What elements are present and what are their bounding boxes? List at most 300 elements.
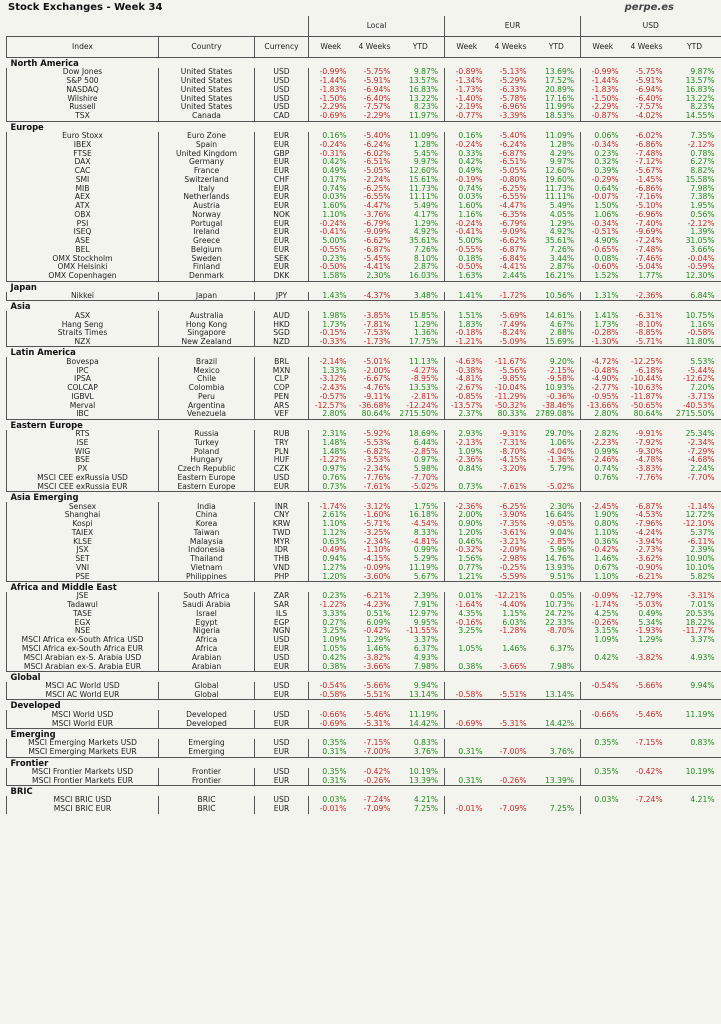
cell-usd-ytd: 10.75% (685, 310, 715, 320)
cell-local-ytd: 6.37% (413, 644, 439, 654)
cell-local-week: 0.03% (309, 796, 353, 805)
cell-index-name: PSI (7, 219, 159, 228)
cell-local-ytd: -2.81% (411, 391, 439, 401)
cell-eur-ytd: 13.93% (545, 562, 575, 572)
cell-eur-ytd: 9.51% (549, 571, 575, 581)
cell-local-week: 0.27% (309, 618, 353, 627)
cell-local-ytd: 11.19% (409, 709, 439, 719)
cell-index-name: OMX Copenhagen (7, 272, 159, 281)
cell-country: Portugal (159, 219, 255, 228)
cell-eur-4weeks (489, 653, 533, 662)
cell-eur-week: 1.21% (445, 572, 489, 581)
cell-index-name: BSE (7, 456, 159, 465)
cell-local-week: 0.73% (309, 482, 353, 491)
cell-country: Eastern Europe (159, 474, 255, 483)
cell-usd-4weeks: -6.86% (635, 183, 663, 193)
cell-eur-4weeks: -8.24% (499, 328, 527, 338)
cell-usd-ytd: 9.87% (690, 67, 715, 77)
cell-local-ytd: 16.03% (409, 271, 439, 281)
cell-currency: EUR (255, 662, 309, 671)
cell-usd-ytd: 0.56% (690, 209, 715, 219)
cell-country: Africa (159, 645, 255, 654)
cell-usd-ytd: 14.55% (685, 111, 715, 121)
table-row (7, 86, 721, 95)
cell-country: United States (159, 68, 255, 77)
cell-eur-ytd: 4.29% (549, 148, 575, 158)
cell-country: Peru (159, 393, 255, 402)
cell-eur-4weeks: -11.29% (494, 391, 527, 401)
cell-currency: EUR (255, 228, 309, 237)
cell-eur-4weeks: -7.61% (499, 481, 527, 491)
cell-usd-4weeks: -7.15% (635, 738, 663, 748)
cell-local-week: -0.24% (309, 140, 353, 149)
cell-eur-4weeks: -6.33% (499, 84, 527, 94)
cell-currency: USD (255, 94, 309, 103)
cell-currency: EUR (255, 263, 309, 272)
cell-eur-4weeks: -7.09% (499, 804, 527, 814)
cell-currency: USD (255, 682, 309, 691)
cell-usd-4weeks: -7.40% (635, 218, 663, 228)
col-header-eur-ytd: YTD (533, 37, 581, 58)
cell-eur-ytd: 16.64% (545, 510, 575, 520)
table-row (7, 710, 721, 719)
cell-local-4weeks: -3.60% (363, 571, 391, 581)
cell-local-4weeks: -4.15% (363, 554, 391, 564)
cell-usd-ytd (669, 805, 721, 814)
cell-index-name: Hang Seng (7, 320, 159, 329)
cell-index-name: MSCI Emerging Markets EUR (7, 748, 159, 757)
cell-local-ytd: 1.28% (413, 139, 439, 149)
cell-currency: TWD (255, 528, 309, 537)
cell-eur-ytd: 5.79% (549, 464, 575, 474)
cell-local-week: 1.60% (309, 202, 353, 211)
cell-local-ytd: 9.87% (413, 67, 439, 77)
cell-local-week: 0.74% (309, 184, 353, 193)
cell-currency: TRY (255, 439, 309, 448)
cell-country: BRIC (159, 796, 255, 805)
cell-usd-4weeks: -6.31% (635, 310, 663, 320)
cell-local-ytd: 3.37% (413, 635, 439, 645)
cell-usd-ytd: 3.66% (690, 244, 715, 254)
cell-usd-4weeks: -5.66% (635, 681, 663, 691)
cell-eur-week: -2.67% (445, 384, 489, 393)
cell-local-ytd: 4.21% (413, 795, 439, 805)
cell-local-ytd: 11.13% (409, 356, 439, 366)
cell-index-name: Euro Stoxx (7, 132, 159, 141)
cell-eur-week: -0.41% (445, 228, 489, 237)
cell-eur-4weeks: -3.90% (499, 510, 527, 520)
cell-usd-4weeks: -0.90% (635, 562, 663, 572)
cell-eur-4weeks: -5.05% (499, 166, 527, 176)
cell-usd-week: 0.23% (581, 149, 625, 158)
section-title: Asia (7, 301, 721, 312)
cell-local-ytd: 5.98% (413, 464, 439, 474)
cell-usd-4weeks: -1.45% (635, 174, 663, 184)
group-header-row (7, 16, 721, 37)
cell-usd-ytd: 25.34% (685, 429, 715, 439)
cell-usd-week: -0.07% (581, 193, 625, 202)
table-row (7, 528, 721, 537)
cell-eur-week: 1.56% (445, 555, 489, 564)
cell-country: Germany (159, 158, 255, 167)
cell-eur-ytd: 10.56% (545, 290, 575, 300)
cell-usd-ytd: 10.10% (685, 562, 715, 572)
cell-index-name: MSCI AC World USD (7, 682, 159, 691)
cell-currency: USD (255, 77, 309, 86)
cell-usd-4weeks: -3.83% (635, 464, 663, 474)
cell-usd-week: 0.67% (581, 564, 625, 573)
cell-local-4weeks: -5.66% (363, 681, 391, 691)
cell-country: United States (159, 86, 255, 95)
cell-usd-week: -1.83% (581, 86, 625, 95)
section-header (7, 700, 721, 711)
cell-usd-ytd: 6.27% (690, 157, 715, 167)
cell-local-4weeks: -6.55% (363, 192, 391, 202)
cell-usd-ytd: 12.72% (685, 510, 715, 520)
cell-country: Venezuela (159, 410, 255, 419)
col-header-local-week: Week (309, 37, 353, 58)
cell-usd-ytd: 7.20% (690, 383, 715, 393)
cell-eur-ytd (533, 768, 581, 777)
section-header (7, 347, 721, 358)
cell-usd-ytd: -2.34% (687, 437, 715, 447)
cell-usd-4weeks: -2.73% (635, 545, 663, 555)
cell-local-week: 0.97% (309, 465, 353, 474)
cell-local-ytd: 8.23% (413, 102, 439, 112)
cell-country: France (159, 167, 255, 176)
cell-local-ytd: 13.22% (409, 93, 439, 103)
cell-eur-4weeks (489, 710, 533, 719)
cell-eur-ytd: -9.58% (547, 374, 575, 384)
cell-usd-ytd: 8.82% (690, 166, 715, 176)
cell-eur-ytd: 11.11% (545, 192, 575, 202)
cell-local-week: -0.01% (309, 805, 353, 814)
cell-local-4weeks: -6.62% (363, 236, 391, 246)
cell-local-ytd: 1.29% (413, 218, 439, 228)
cell-currency: USD (255, 86, 309, 95)
cell-local-ytd: 1.36% (413, 328, 439, 338)
cell-eur-ytd: 11.73% (545, 183, 575, 193)
group-usd: USD (581, 16, 721, 37)
cell-eur-ytd: -0.36% (547, 391, 575, 401)
cell-usd-4weeks: -6.96% (635, 209, 663, 219)
cell-local-4weeks: -4.41% (363, 262, 391, 272)
cell-usd-4weeks: -7.76% (635, 473, 663, 482)
cell-eur-4weeks: -0.26% (499, 775, 527, 785)
cell-usd-week (581, 748, 625, 757)
cell-usd-4weeks: -6.21% (635, 571, 663, 581)
cell-index-name: Shanghai (7, 511, 159, 520)
cell-local-4weeks: 0.51% (366, 608, 391, 618)
cell-usd-4weeks: -6.87% (635, 501, 663, 511)
section-title: Asia Emerging (7, 492, 721, 503)
cell-local-4weeks: -3.53% (363, 455, 391, 465)
cell-local-week: 1.20% (309, 572, 353, 581)
cell-eur-week: 1.09% (445, 447, 489, 456)
cell-country: Switzerland (159, 175, 255, 184)
table-row (7, 748, 721, 757)
cell-index-name: MIB (7, 184, 159, 193)
section-title: Emerging (7, 729, 721, 740)
cell-eur-4weeks: -5.29% (499, 76, 527, 86)
cell-eur-4weeks: -7.00% (499, 747, 527, 757)
cell-currency: ILS (255, 610, 309, 619)
cell-usd-ytd: 31.05% (685, 236, 715, 246)
cell-local-ytd: 15.85% (409, 310, 439, 320)
cell-country: United States (159, 77, 255, 86)
cell-usd-4weeks: -7.48% (635, 148, 663, 158)
cell-usd-week: 1.52% (581, 272, 625, 281)
table-row (7, 768, 721, 777)
section-title: Japan (7, 281, 721, 292)
cell-eur-week: -0.77% (445, 112, 489, 121)
cell-local-4weeks: -3.12% (363, 501, 391, 511)
cell-eur-week: 0.16% (445, 132, 489, 141)
cell-index-name: MSCI Emerging Markets USD (7, 739, 159, 748)
cell-usd-week: 1.31% (581, 292, 625, 301)
cell-country: Indonesia (159, 546, 255, 555)
cell-usd-4weeks: -7.48% (635, 244, 663, 254)
table-row (7, 439, 721, 448)
cell-currency: COP (255, 384, 309, 393)
table-row (7, 482, 721, 491)
cell-index-name: MSCI Africa ex-South Africa EUR (7, 645, 159, 654)
cell-country: Ireland (159, 228, 255, 237)
cell-eur-week: 1.41% (445, 292, 489, 301)
cell-local-week: -1.83% (309, 86, 353, 95)
cell-usd-week: 0.76% (581, 474, 625, 483)
cell-usd-week: 1.41% (581, 311, 625, 320)
cell-usd-week: -4.90% (581, 375, 625, 384)
cell-usd-week: 0.35% (581, 739, 625, 748)
cell-local-4weeks: -0.26% (363, 775, 391, 785)
cell-eur-4weeks: -6.25% (499, 183, 527, 193)
cell-currency: CAD (255, 112, 309, 121)
cell-usd-week: 0.74% (581, 465, 625, 474)
cell-index-name: IBC (7, 410, 159, 419)
cell-eur-4weeks: -5.59% (499, 571, 527, 581)
cell-local-4weeks: -1.60% (363, 510, 391, 520)
cell-eur-ytd: 14.61% (545, 310, 575, 320)
cell-eur-week: 0.73% (445, 482, 489, 491)
cell-usd-week: -0.26% (581, 618, 625, 627)
cell-usd-week (581, 776, 625, 785)
cell-local-week: 0.31% (309, 748, 353, 757)
cell-usd-ytd: 4.93% (690, 652, 715, 662)
cell-local-ytd: 16.18% (409, 510, 439, 520)
cell-eur-4weeks: -9.09% (499, 227, 527, 237)
cell-local-week: -0.54% (309, 682, 353, 691)
col-header-country: Country (159, 37, 255, 58)
cell-usd-4weeks: -1.93% (635, 626, 663, 636)
cell-usd-4weeks: -5.67% (635, 166, 663, 176)
cell-eur-week: -2.19% (445, 103, 489, 112)
cell-local-4weeks: -6.94% (363, 84, 391, 94)
cell-usd-ytd: -6.11% (687, 536, 715, 546)
section-title: Latin America (7, 347, 721, 358)
col-header-currency: Currency (255, 37, 309, 58)
cell-local-ytd: -2.85% (411, 446, 439, 456)
cell-currency: SEK (255, 254, 309, 263)
cell-usd-week: 0.39% (581, 167, 625, 176)
cell-local-4weeks: -6.24% (363, 139, 391, 149)
cell-eur-4weeks: -4.41% (499, 262, 527, 272)
cell-eur-4weeks: -10.04% (494, 383, 527, 393)
cell-local-4weeks: 1.46% (366, 644, 391, 654)
cell-country: Hong Kong (159, 320, 255, 329)
cell-country: South Africa (159, 592, 255, 601)
cell-usd-4weeks: -5.91% (635, 76, 663, 86)
cell-eur-ytd: 6.37% (549, 644, 575, 654)
cell-index-name: MSCI Arabian ex-S. Arabia USD (7, 653, 159, 662)
cell-index-name: S&P 500 (7, 77, 159, 86)
cell-usd-ytd: 6.84% (690, 290, 715, 300)
cell-usd-ytd: 7.98% (690, 183, 715, 193)
table-row (7, 719, 721, 728)
cell-local-week: 3.33% (309, 610, 353, 619)
cell-usd-4weeks: -3.82% (635, 652, 663, 662)
cell-usd-4weeks (625, 691, 669, 700)
cell-index-name: TAIEX (7, 528, 159, 537)
cell-eur-ytd: -2.85% (547, 536, 575, 546)
cell-local-week: 1.12% (309, 528, 353, 537)
cell-local-ytd: 11.19% (409, 562, 439, 572)
cell-country: Hungary (159, 456, 255, 465)
cell-index-name: ATX (7, 202, 159, 211)
cell-country: Thailand (159, 555, 255, 564)
cell-usd-week (581, 719, 625, 728)
table-row (7, 393, 721, 402)
cell-eur-4weeks: 2.44% (502, 271, 527, 281)
cell-eur-4weeks: -7.35% (499, 519, 527, 529)
cell-usd-4weeks: -5.04% (635, 262, 663, 272)
cell-index-name: EGX (7, 618, 159, 627)
cell-local-week: -0.24% (309, 219, 353, 228)
cell-local-4weeks: -2.34% (363, 536, 391, 546)
cell-eur-ytd: 20.89% (545, 84, 575, 94)
cell-index-name: JSE (7, 592, 159, 601)
cell-country: Sweden (159, 254, 255, 263)
cell-eur-week: -2.36% (445, 502, 489, 511)
cell-local-week: 2.61% (309, 511, 353, 520)
cell-local-ytd: 15.61% (409, 174, 439, 184)
cell-local-ytd: 9.97% (413, 157, 439, 167)
cell-local-4weeks: -6.40% (363, 93, 391, 103)
cell-currency: EUR (255, 237, 309, 246)
cell-eur-week: 0.77% (445, 564, 489, 573)
cell-local-week: 0.76% (309, 474, 353, 483)
cell-local-4weeks: -5.46% (363, 709, 391, 719)
section-title: Europe (7, 121, 721, 132)
cell-eur-week: -13.57% (445, 401, 489, 410)
cell-usd-ytd: 3.37% (690, 635, 715, 645)
cell-usd-4weeks: -8.85% (635, 328, 663, 338)
cell-local-4weeks: -5.92% (363, 429, 391, 439)
cell-country: Israel (159, 610, 255, 619)
cell-eur-4weeks: -3.66% (499, 661, 527, 671)
cell-local-ytd: 0.97% (413, 455, 439, 465)
cell-eur-ytd: 7.26% (549, 244, 575, 254)
cell-local-ytd: 1.75% (413, 501, 439, 511)
cell-eur-week: 0.84% (445, 465, 489, 474)
cell-local-4weeks: -7.53% (363, 328, 391, 338)
cell-eur-ytd: 10.73% (545, 600, 575, 610)
cell-usd-ytd: -12.10% (682, 519, 715, 529)
cell-usd-ytd: -7.29% (687, 446, 715, 456)
cell-local-week: 1.98% (309, 311, 353, 320)
cell-currency: EGP (255, 618, 309, 627)
cell-country: Norway (159, 210, 255, 219)
cell-local-ytd: -7.70% (411, 473, 439, 482)
cell-local-4weeks: -2.24% (363, 174, 391, 184)
cell-currency: NZD (255, 338, 309, 347)
section-header (7, 301, 721, 312)
group-eur: EUR (445, 16, 581, 37)
cell-currency: USD (255, 653, 309, 662)
cell-country: Developed (159, 719, 255, 728)
cell-usd-ytd: 5.37% (690, 527, 715, 537)
cell-usd-4weeks: -6.40% (635, 93, 663, 103)
section-title: Africa and Middle East (7, 582, 721, 593)
cell-eur-week: 0.01% (445, 592, 489, 601)
cell-eur-4weeks: -3.21% (499, 536, 527, 546)
cell-currency: USD (255, 636, 309, 645)
cell-usd-week: 1.10% (581, 528, 625, 537)
cell-local-4weeks: -7.76% (363, 473, 391, 482)
cell-currency: EUR (255, 691, 309, 700)
cell-local-week: 1.33% (309, 366, 353, 375)
cell-local-ytd: 35.61% (409, 236, 439, 246)
cell-currency: EUR (255, 219, 309, 228)
cell-currency: CLP (255, 375, 309, 384)
section-title: BRIC (7, 786, 721, 797)
cell-eur-week: 1.83% (445, 320, 489, 329)
cell-local-week: 2.31% (309, 430, 353, 439)
cell-currency: USD (255, 68, 309, 77)
cell-usd-week: -2.45% (581, 502, 625, 511)
cell-usd-ytd: -5.44% (687, 365, 715, 375)
cell-eur-ytd: 19.60% (545, 174, 575, 184)
cell-index-name: OMX Stockholm (7, 254, 159, 263)
cell-local-week: -0.15% (309, 329, 353, 338)
table-row (7, 776, 721, 785)
cell-country: Greece (159, 237, 255, 246)
cell-local-week: 0.63% (309, 537, 353, 546)
cell-eur-week: -0.50% (445, 263, 489, 272)
cell-eur-4weeks: -9.31% (499, 429, 527, 439)
cell-usd-week: -0.51% (581, 228, 625, 237)
cell-eur-4weeks: -6.51% (499, 157, 527, 167)
cell-usd-ytd: -4.68% (687, 455, 715, 465)
cell-eur-week: -0.16% (445, 618, 489, 627)
cell-usd-4weeks: -4.24% (635, 527, 663, 537)
cell-usd-4weeks: -7.24% (635, 795, 663, 805)
cell-currency: EUR (255, 805, 309, 814)
cell-currency: PLN (255, 447, 309, 456)
cell-local-4weeks: -5.91% (363, 76, 391, 86)
cell-usd-ytd: 15.58% (685, 174, 715, 184)
cell-country: Global (159, 682, 255, 691)
cell-currency: USD (255, 474, 309, 483)
cell-usd-ytd: 18.22% (685, 617, 715, 627)
cell-local-week: 1.27% (309, 564, 353, 573)
cell-local-4weeks: -5.71% (363, 519, 391, 529)
cell-usd-week: -0.99% (581, 68, 625, 77)
cell-country: Nigeria (159, 627, 255, 636)
cell-index-name: TASE (7, 610, 159, 619)
col-header-local-ytd: YTD (397, 37, 445, 58)
cell-usd-week: 1.46% (581, 555, 625, 564)
